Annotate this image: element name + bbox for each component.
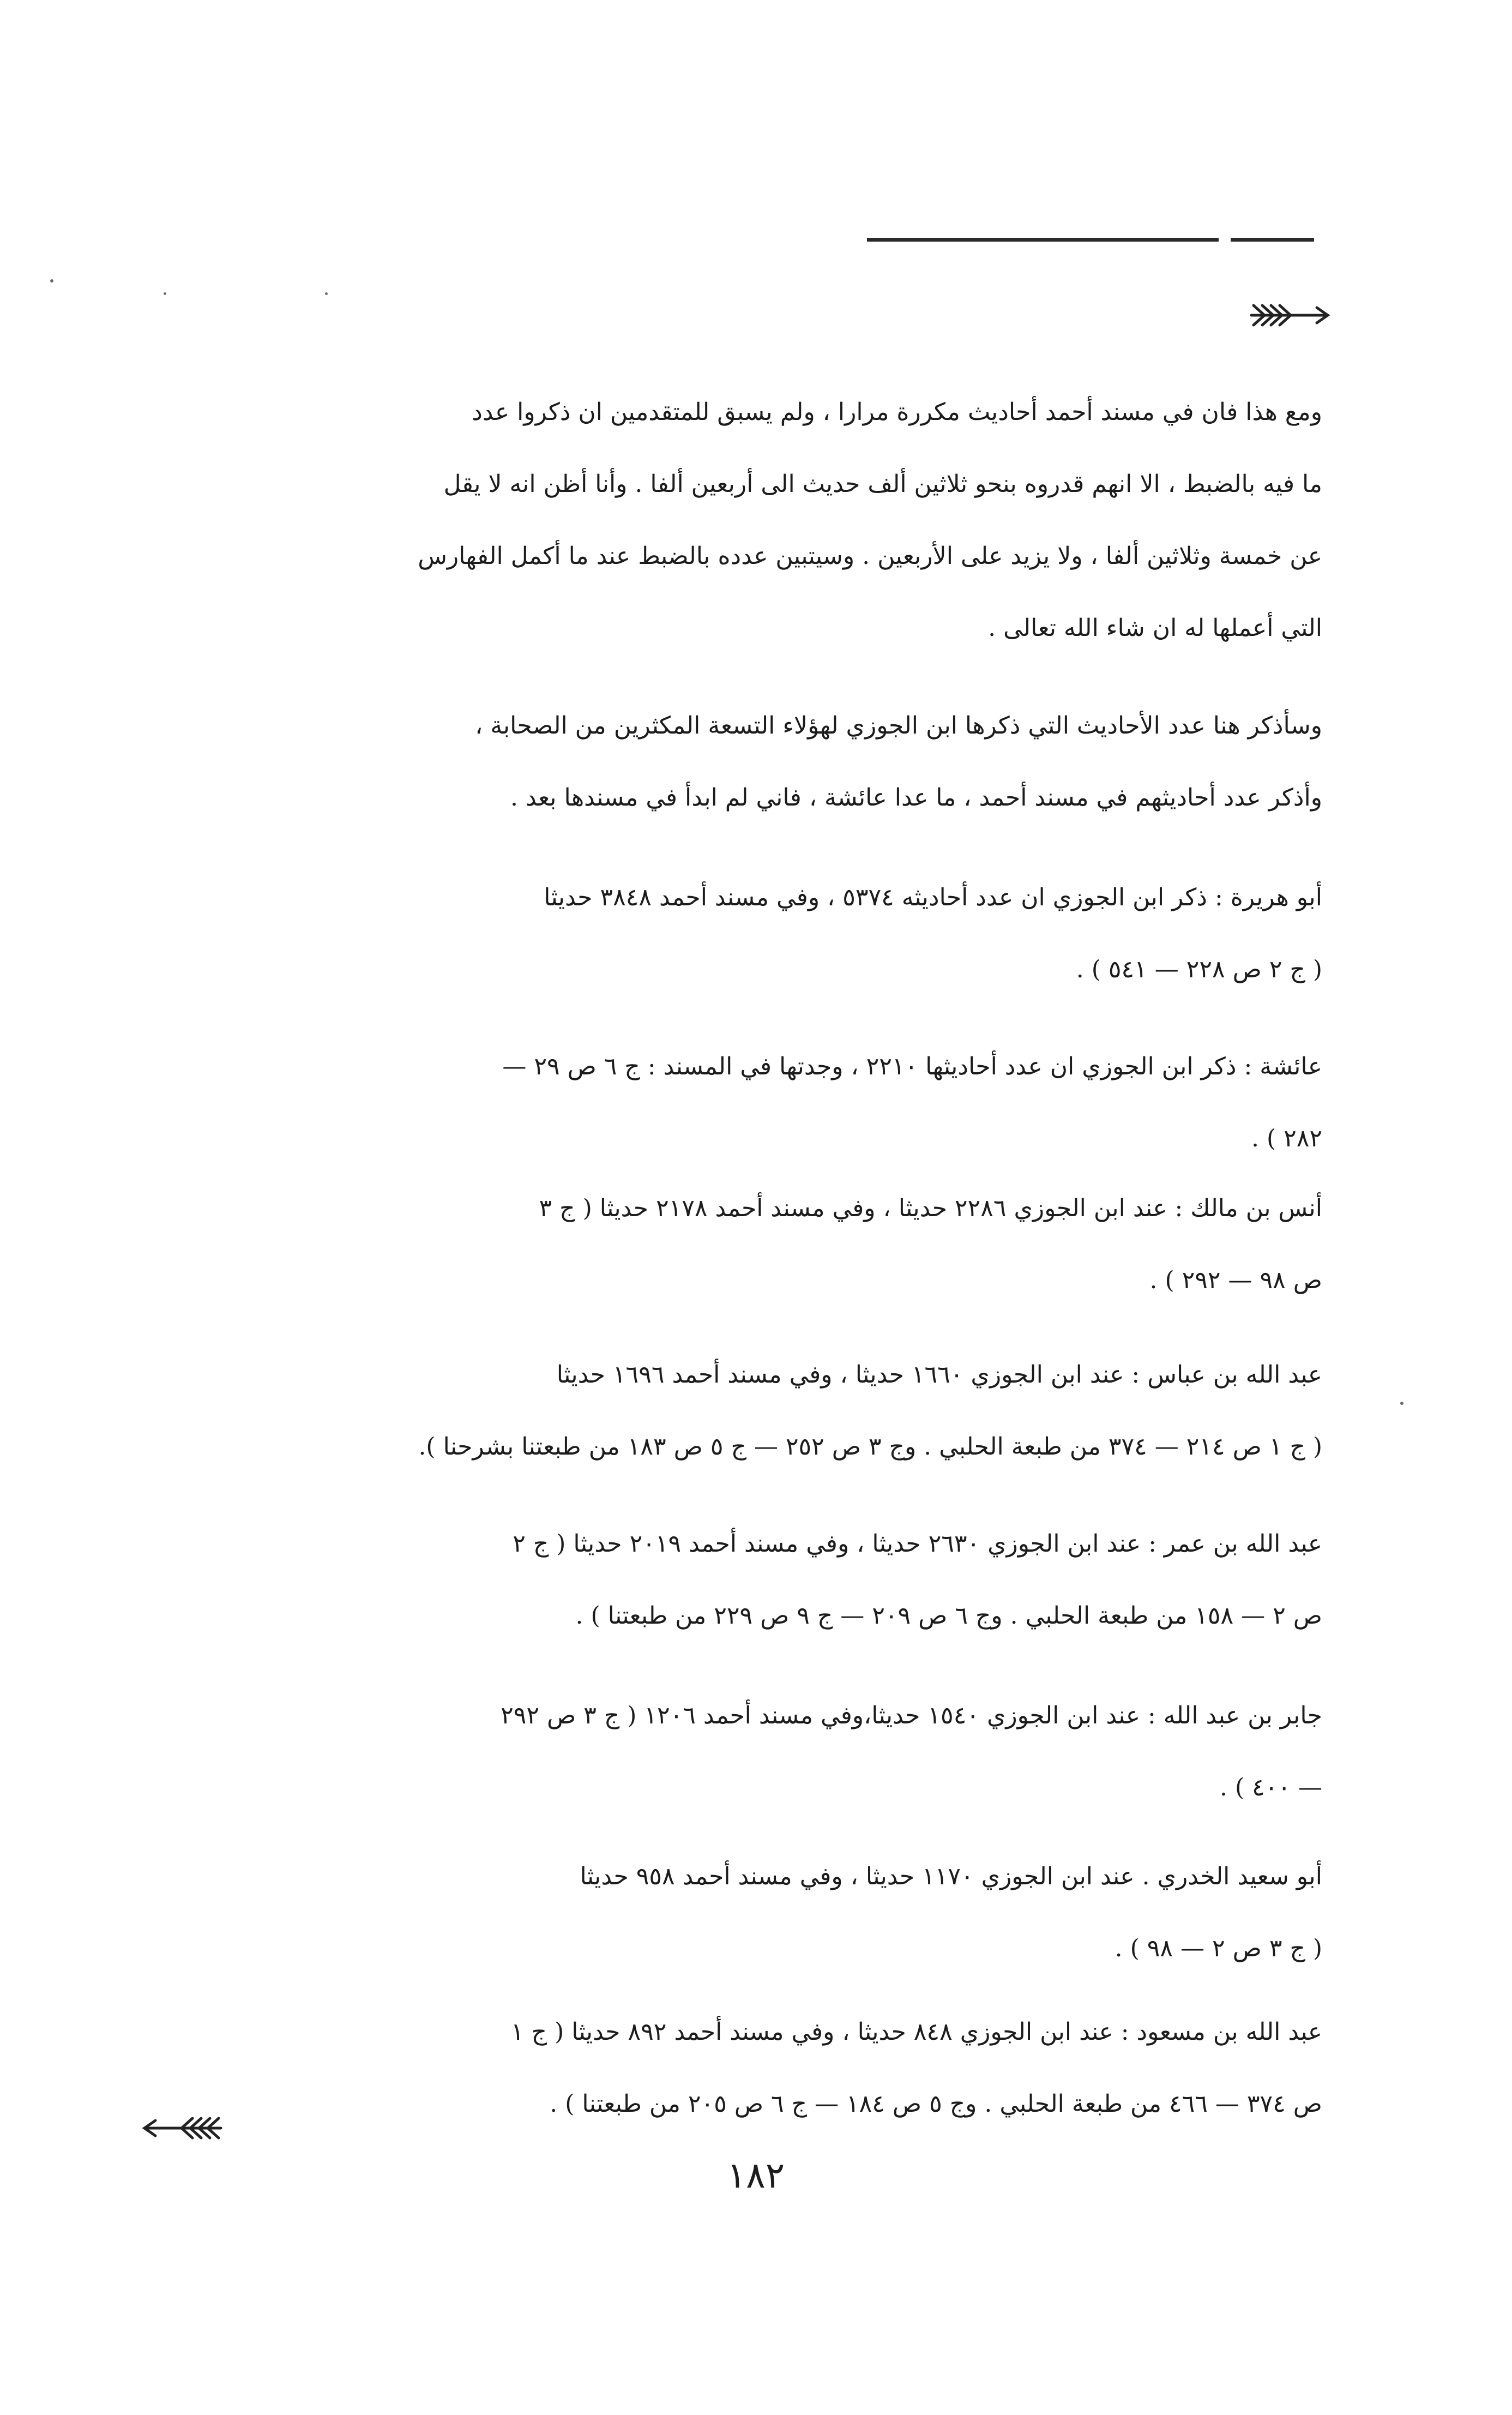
paragraph-aisha: [123, 1031, 1322, 1175]
paragraph-ibn-masud: [123, 1996, 1322, 2140]
text-line: ص ٣٧٤ — ٤٦٦ من طبعة الحلبي . وج ٥ ص ١٨٤ — ج ٦ ص ٢٠٥ من طبعتنا ) .: [550, 2090, 1322, 2118]
paragraph-2: [123, 690, 1322, 834]
paragraph-anas: [123, 1173, 1322, 1317]
header-rule-gap: [1219, 238, 1231, 242]
text-line: عبد الله بن عباس : عند ابن الجوزي ١٦٦٠ حديثا ، وفي مسند أحمد ١٦٩٦ حديثا: [556, 1361, 1322, 1389]
text-line: عبد الله بن عمر : عند ابن الجوزي ٢٦٣٠ حديثا ، وفي مسند أحمد ٢٠١٩ حديثا ( ج ٢: [513, 1530, 1322, 1558]
text-line: ص ٩٨ — ٢٩٢ ) .: [1149, 1266, 1322, 1294]
paragraph-ibn-abbas: [123, 1339, 1322, 1483]
text-line: أبو سعيد الخدري . عند ابن الجوزي ١١٧٠ حديثا ، وفي مسند أحمد ٩٥٨ حديثا: [580, 1863, 1322, 1890]
text-line: — ٤٠٠ ) .: [1219, 1774, 1322, 1801]
text-line: عبد الله بن مسعود : عند ابن الجوزي ٨٤٨ حديثا ، وفي مسند أحمد ٨٩٢ حديثا ( ج ١: [511, 2018, 1322, 2046]
text-line: عائشة : ذكر ابن الجوزي ان عدد أحاديثها ٢٢١٠ ، وجدتها في المسند : ج ٦ ص ٢٩ —: [502, 1053, 1322, 1080]
paragraph-abu-said: [123, 1841, 1322, 1985]
arrow-feather-icon: [1246, 299, 1333, 332]
arrow-feather-icon: [139, 2112, 226, 2144]
text-line: عن خمسة وثلاثين ألفا ، ولا يزيد على الأربعين . وسيتبين عدده بالضبط عند ما أكمل الفهارس: [418, 542, 1322, 570]
scan-speck: [325, 292, 328, 295]
text-line: وسأذكر هنا عدد الأحاديث التي ذكرها ابن الجوزي لهؤلاء التسعة المكثرين من الصحابة ،: [475, 712, 1322, 740]
text-line: ٢٨٢ ) .: [1251, 1125, 1322, 1152]
scan-speck: [1400, 1402, 1403, 1405]
text-line: أبو هريرة : ذكر ابن الجوزي ان عدد أحاديثه ٥٣٧٤ ، وفي مسند أحمد ٣٨٤٨ حديثا: [544, 884, 1322, 911]
text-line: جابر بن عبد الله : عند ابن الجوزي ١٥٤٠ حديثا،وفي مسند أحمد ١٢٠٦ ( ج ٣ ص ٢٩٢: [501, 1702, 1322, 1729]
text-line: أنس بن مالك : عند ابن الجوزي ٢٢٨٦ حديثا ، وفي مسند أحمد ٢١٧٨ حديثا ( ج ٣: [539, 1194, 1322, 1222]
text-line: ( ج ٢ ص ٢٢٨ — ٥٤١ ) .: [1076, 956, 1322, 983]
scan-speck: [50, 279, 53, 283]
text-line: التي أعملها له ان شاء الله تعالى .: [988, 614, 1322, 642]
paragraph-jabir: [123, 1680, 1322, 1824]
text-line: ( ج ٣ ص ٢ — ٩٨ ) .: [1115, 1935, 1322, 1962]
text-line: وأذكر عدد أحاديثهم في مسند أحمد ، ما عدا عائشة ، فاني لم ابدأ في مسندها بعد .: [510, 784, 1322, 812]
paragraph-1: [123, 376, 1322, 664]
text-line: ومع هذا فان في مسند أحمد أحاديث مكررة مرارا ، ولم يسبق للمتقدمين ان ذكروا عدد: [472, 398, 1322, 426]
text-line: ( ج ١ ص ٢١٤ — ٣٧٤ من طبعة الحلبي . وج ٣ ص ٢٥٢ — ج ٥ ص ١٨٣ من طبعتنا بشرحنا ).: [418, 1433, 1322, 1461]
text-line: ما فيه بالضبط ، الا انهم قدروه بنحو ثلاثين ألف حديث الى أربعين ألفا . وأنا أظن انه لا يقل: [443, 470, 1322, 498]
text-line: ص ٢ — ١٥٨ من طبعة الحلبي . وج ٦ ص ٢٠٩ — ج ٩ ص ٢٢٩ من طبعتنا ) .: [575, 1602, 1322, 1630]
header-rule: [867, 238, 1314, 242]
page-number: ١٨٢: [726, 2154, 785, 2196]
scan-speck: [164, 292, 166, 295]
paragraph-abu-hurairah: [123, 862, 1322, 1006]
paragraph-ibn-umar: [123, 1508, 1322, 1652]
